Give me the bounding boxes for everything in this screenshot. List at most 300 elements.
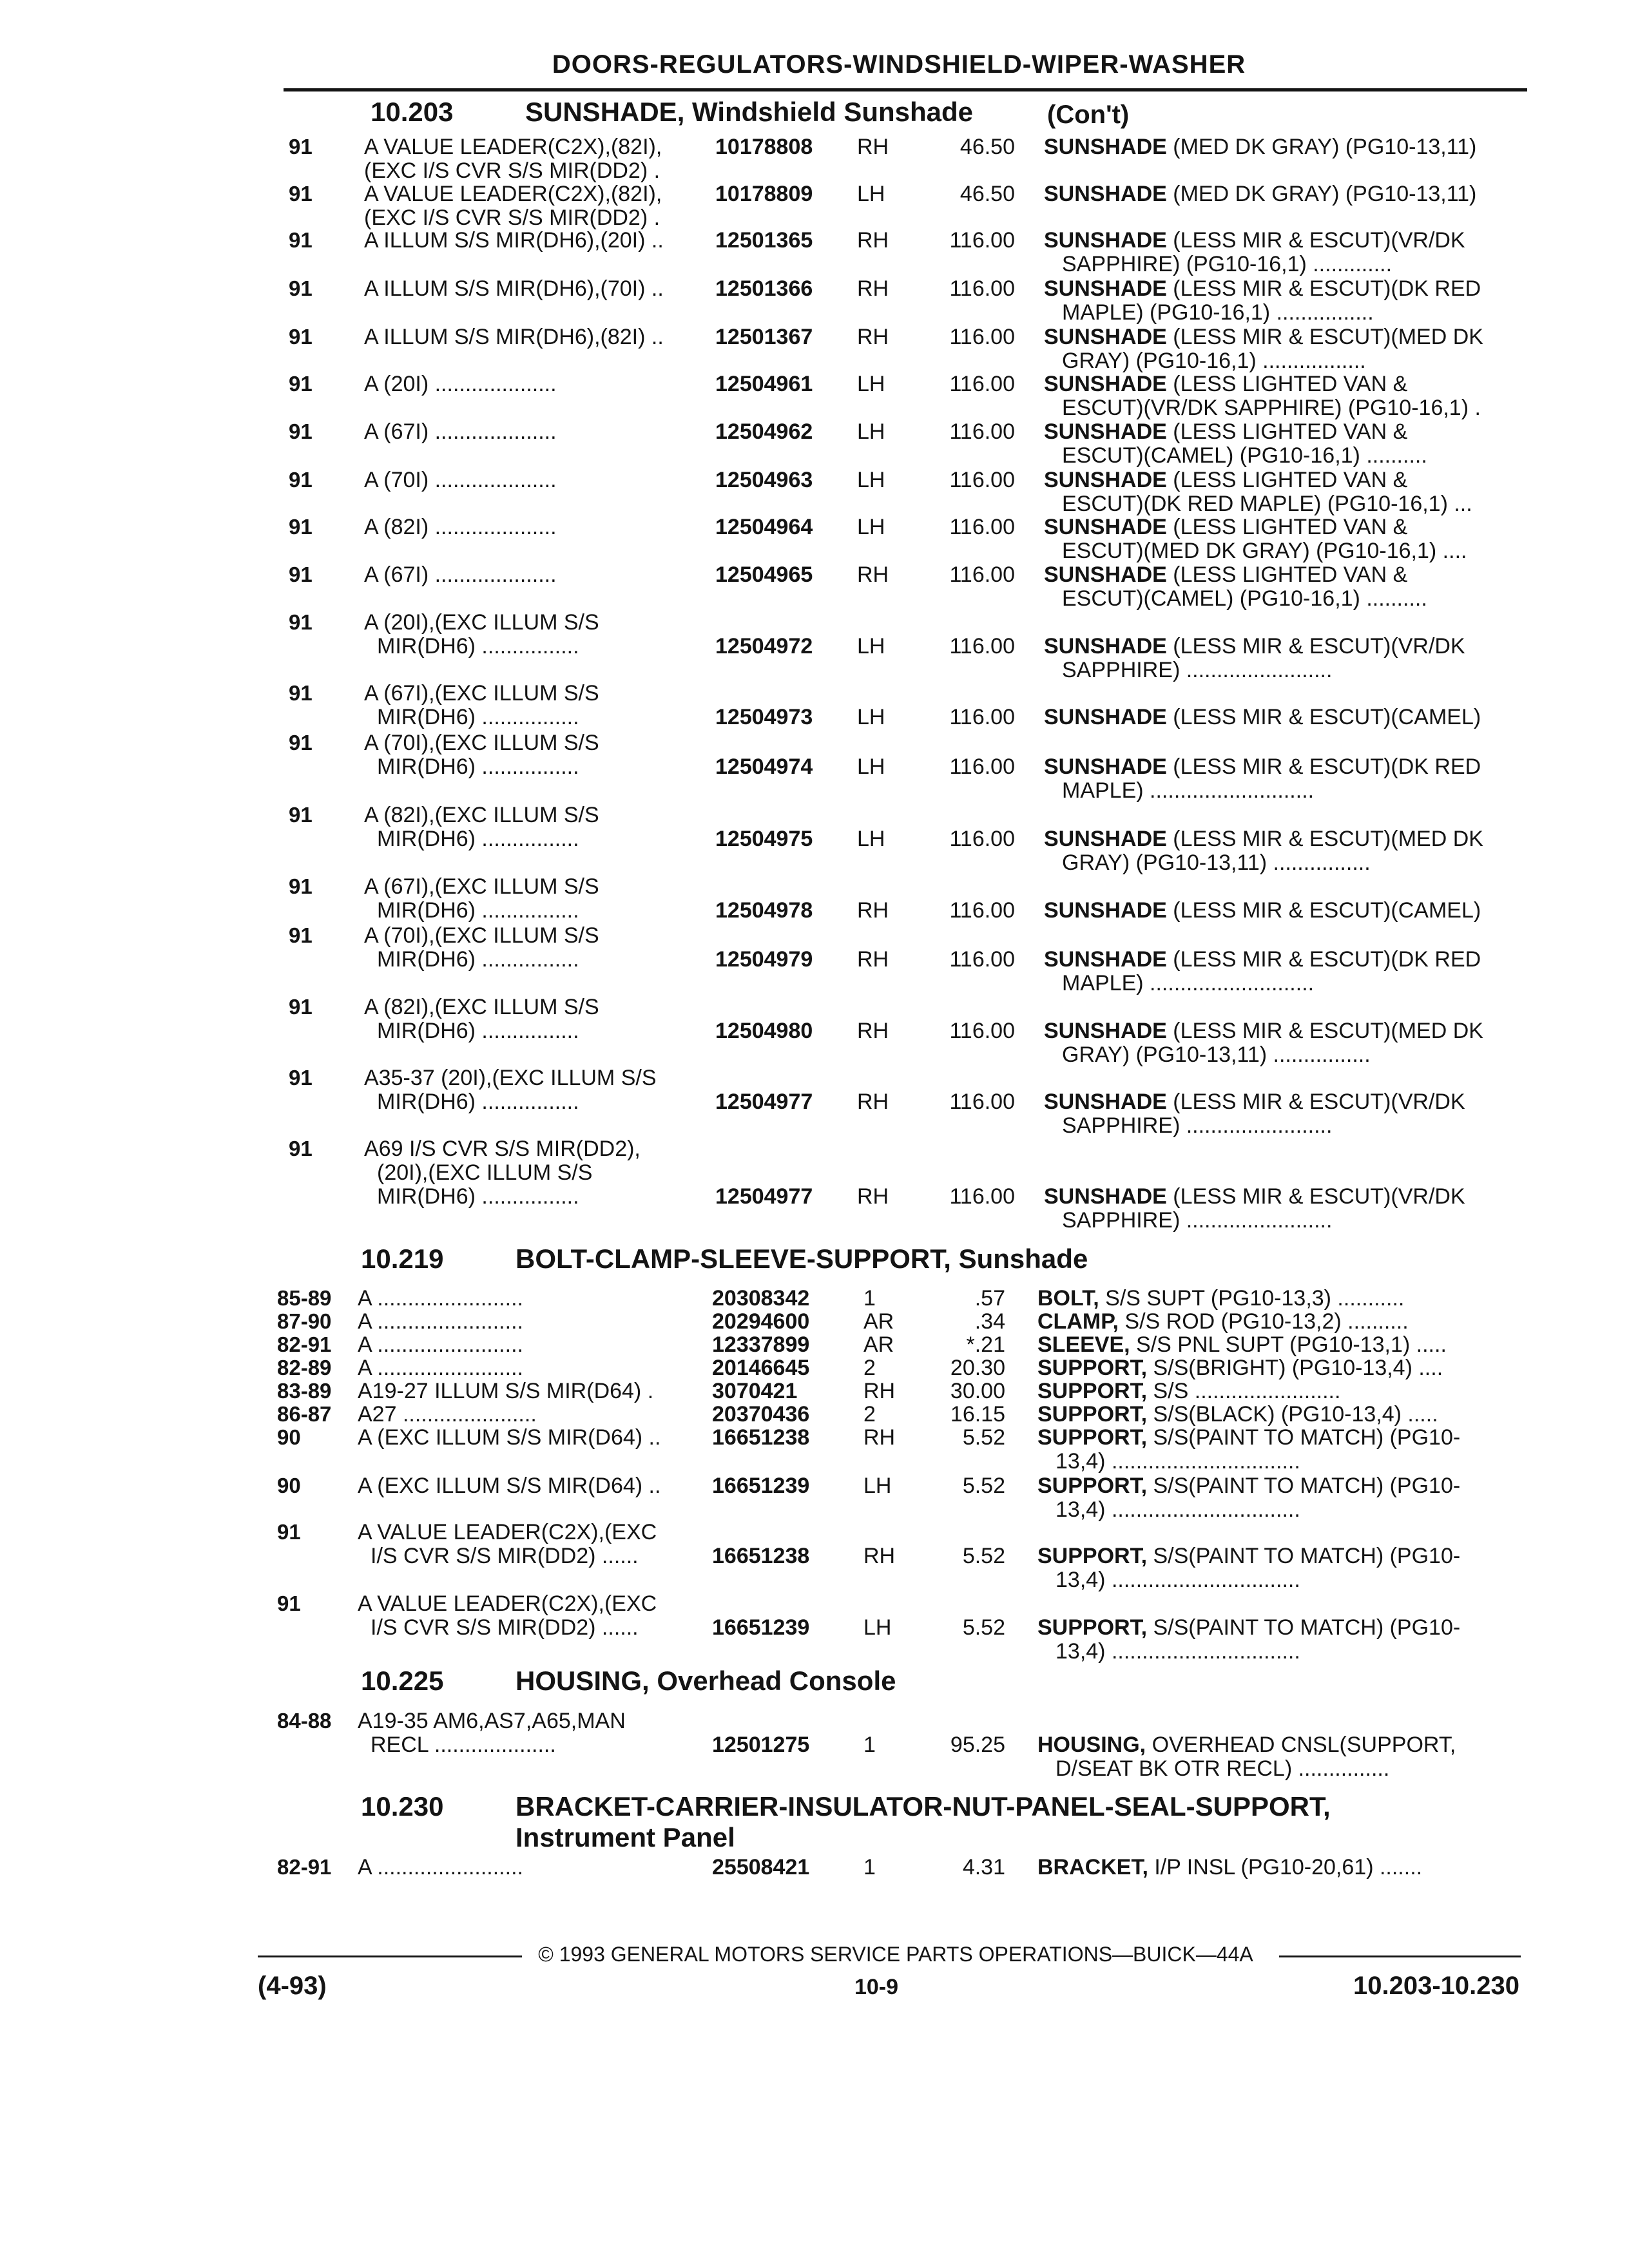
parts-row xyxy=(0,1856,1629,1933)
row-description-line: GRAY) (PG10-16,1) ................. xyxy=(1062,349,1366,372)
row-year: 91 xyxy=(289,562,313,586)
row-description-text: (LESS MIR & ESCUT)(MED DK xyxy=(1166,1019,1483,1043)
row-quantity: AR xyxy=(863,1309,894,1334)
row-price: 30.00 xyxy=(950,1379,1005,1403)
row-year: 91 xyxy=(289,135,313,159)
row-quantity: LH xyxy=(857,705,885,729)
row-model-line: MIR(DH6) ................ xyxy=(377,1090,579,1113)
section-number: 10.230 xyxy=(361,1791,444,1821)
row-description-text: (LESS MIR & ESCUT)(DK RED xyxy=(1166,755,1481,778)
row-part-number: 12337899 xyxy=(712,1332,810,1357)
parts-row xyxy=(0,1066,1629,1144)
row-description-keyword: SUNSHADE xyxy=(1044,948,1167,971)
row-model-line: A ILLUM S/S MIR(DH6),(82I) .. xyxy=(364,325,664,349)
section-subtitle: Overhead Console xyxy=(657,1666,896,1696)
row-quantity: RH xyxy=(857,947,889,972)
row-price: 116.00 xyxy=(949,947,1015,972)
row-description-keyword: SUNSHADE xyxy=(1044,1185,1167,1208)
row-quantity: LH xyxy=(857,468,885,492)
footer-date: (4-93) xyxy=(258,1972,327,2000)
row-model-line: A ........................ xyxy=(358,1356,523,1379)
section-title-main: HOUSING, xyxy=(516,1666,650,1696)
row-description-line xyxy=(1044,563,1521,586)
parts-row xyxy=(0,924,1629,1001)
row-quantity: RH xyxy=(863,1544,896,1568)
row-description-line xyxy=(1044,420,1521,443)
row-model-line: I/S CVR S/S MIR(DD2) ...... xyxy=(371,1544,639,1568)
row-part-number: 12504977 xyxy=(715,1090,813,1114)
row-description-text: S/S PNL SUPT (PG10-13,1) ..... xyxy=(1130,1333,1447,1356)
row-description-text: (LESS MIR & ESCUT)(VR/DK xyxy=(1166,635,1465,658)
row-model-line: A (67I) .................... xyxy=(364,563,557,586)
row-description-text: (LESS MIR & ESCUT)(MED DK xyxy=(1166,325,1483,349)
row-year: 91 xyxy=(289,515,313,539)
row-model-line: MIR(DH6) ................ xyxy=(377,1019,579,1043)
row-description-line xyxy=(1044,135,1521,159)
row-description-keyword: SUNSHADE xyxy=(1044,229,1167,252)
row-description-line: 13,4) ............................... xyxy=(1055,1450,1300,1473)
row-description-keyword: SUPPORT, xyxy=(1037,1379,1148,1403)
row-year: 91 xyxy=(277,1591,301,1615)
row-description-keyword: SUPPORT, xyxy=(1037,1474,1148,1497)
section-title xyxy=(516,1791,1331,1853)
row-description-line: ESCUT)(CAMEL) (PG10-16,1) .......... xyxy=(1062,444,1427,467)
row-price: 116.00 xyxy=(949,515,1015,539)
row-description-line xyxy=(1037,1287,1521,1310)
row-quantity: 2 xyxy=(863,1356,876,1380)
row-year: 86-87 xyxy=(277,1402,332,1426)
row-description-line xyxy=(1037,1356,1521,1379)
row-year: 91 xyxy=(289,995,313,1019)
row-description-line xyxy=(1044,899,1521,922)
row-description-line xyxy=(1044,325,1521,349)
row-model-line: A (70I),(EXC ILLUM S/S xyxy=(364,924,599,947)
row-description-keyword: SUNSHADE xyxy=(1044,468,1167,492)
row-description-text: (LESS MIR & ESCUT)(VR/DK xyxy=(1166,1090,1465,1113)
row-description-line: ESCUT)(VR/DK SAPPHIRE) (PG10-16,1) . xyxy=(1062,396,1481,419)
row-description-keyword: SLEEVE, xyxy=(1037,1333,1130,1356)
parts-row xyxy=(0,1137,1629,1232)
row-part-number: 12504974 xyxy=(715,754,813,779)
footer-copyright: © 1993 GENERAL MOTORS SERVICE PARTS OPERATIONS—BUICK—44A xyxy=(538,1943,1253,1966)
row-description-keyword: SUPPORT, xyxy=(1037,1403,1148,1426)
row-description-keyword: SUPPORT, xyxy=(1037,1544,1148,1568)
row-model-line: A ........................ xyxy=(358,1333,523,1356)
row-part-number: 12504975 xyxy=(715,827,813,851)
row-model-line: A (EXC ILLUM S/S MIR(D64) .. xyxy=(358,1426,661,1449)
row-description-text: S/S(PAINT TO MATCH) (PG10- xyxy=(1147,1426,1461,1449)
row-model-line: A ILLUM S/S MIR(DH6),(70I) .. xyxy=(364,277,664,300)
row-price: 116.00 xyxy=(949,1184,1015,1209)
parts-row xyxy=(0,731,1629,809)
row-quantity: LH xyxy=(857,827,885,851)
row-model-line: A (EXC ILLUM S/S MIR(D64) .. xyxy=(358,1474,661,1497)
row-year: 91 xyxy=(289,874,313,898)
row-model-line: A ........................ xyxy=(358,1310,523,1333)
row-description-line: SAPPHIRE) ........................ xyxy=(1062,1114,1333,1137)
row-quantity: RH xyxy=(857,276,889,301)
row-description-line xyxy=(1044,827,1521,850)
row-model-line: A (82I) .................... xyxy=(364,515,557,539)
row-quantity: LH xyxy=(857,754,885,779)
row-description-line: MAPLE) (PG10-16,1) ................ xyxy=(1062,301,1374,324)
row-part-number: 12504973 xyxy=(715,705,813,729)
parts-row xyxy=(0,1592,1629,1669)
row-description-line: GRAY) (PG10-13,11) ................ xyxy=(1062,851,1371,874)
row-year: 90 xyxy=(277,1425,301,1449)
row-price: 95.25 xyxy=(950,1733,1005,1757)
section-title-main: BRACKET-CARRIER-INSULATOR-NUT-PANEL-SEAL-SUPPORT, xyxy=(516,1791,1331,1821)
row-part-number: 12501365 xyxy=(715,228,813,253)
row-part-number: 12504961 xyxy=(715,372,813,396)
row-description-line xyxy=(1044,755,1521,778)
row-description-text: S/S(BLACK) (PG10-13,4) ..... xyxy=(1147,1403,1438,1426)
row-description-keyword: SUNSHADE xyxy=(1044,515,1167,539)
row-model-line: A69 I/S CVR S/S MIR(DD2), xyxy=(364,1137,641,1160)
row-model-line: A (67I),(EXC ILLUM S/S xyxy=(364,875,599,898)
row-model-line: MIR(DH6) ................ xyxy=(377,635,579,658)
section-title xyxy=(516,1244,1088,1274)
row-price: 16.15 xyxy=(950,1402,1005,1427)
row-quantity: RH xyxy=(857,135,889,159)
row-description-line xyxy=(1044,635,1521,658)
row-model-line: A VALUE LEADER(C2X),(EXC xyxy=(358,1592,657,1615)
footer-section-range: 10.203-10.230 xyxy=(1353,1972,1519,2000)
row-price: 4.31 xyxy=(962,1855,1005,1879)
row-part-number: 16651239 xyxy=(712,1474,810,1498)
row-description-keyword: SUNSHADE xyxy=(1044,135,1167,159)
row-model-line: A (82I),(EXC ILLUM S/S xyxy=(364,803,599,827)
parts-row xyxy=(0,1709,1629,1787)
row-description-line: MAPLE) ........................... xyxy=(1062,779,1315,802)
row-year: 82-89 xyxy=(277,1356,332,1379)
row-model-line: A19-27 ILLUM S/S MIR(D64) . xyxy=(358,1379,654,1403)
row-part-number: 20308342 xyxy=(712,1286,810,1311)
row-description-keyword: SUNSHADE xyxy=(1044,706,1167,729)
row-part-number: 20146645 xyxy=(712,1356,810,1380)
row-model-line: RECL .................... xyxy=(371,1733,556,1756)
row-price: 5.52 xyxy=(962,1474,1005,1498)
row-part-number: 16651238 xyxy=(712,1544,810,1568)
section-title-main: BOLT-CLAMP-SLEEVE-SUPPORT, xyxy=(516,1244,951,1274)
row-year: 91 xyxy=(289,228,313,252)
row-price: .57 xyxy=(974,1286,1005,1311)
row-model-line: A27 ...................... xyxy=(358,1403,537,1426)
row-description-keyword: SUNSHADE xyxy=(1044,325,1167,349)
row-year: 91 xyxy=(289,1137,313,1160)
row-year: 85-89 xyxy=(277,1286,332,1310)
row-description-text: S/S(BRIGHT) (PG10-13,4) .... xyxy=(1147,1356,1443,1379)
row-model-line: MIR(DH6) ................ xyxy=(377,706,579,729)
row-price: 116.00 xyxy=(949,634,1015,658)
row-quantity: RH xyxy=(857,228,889,253)
row-year: 91 xyxy=(289,803,313,827)
row-year: 91 xyxy=(289,681,313,705)
row-part-number: 12501367 xyxy=(715,325,813,349)
row-part-number: 12504962 xyxy=(715,419,813,444)
row-description-text: (LESS LIGHTED VAN & xyxy=(1166,515,1408,539)
row-year: 91 xyxy=(289,468,313,492)
row-part-number: 12504972 xyxy=(715,634,813,658)
row-price: 116.00 xyxy=(949,1090,1015,1114)
row-quantity: RH xyxy=(857,1019,889,1043)
row-model-line: A VALUE LEADER(C2X),(82I), xyxy=(364,135,662,159)
row-description-line xyxy=(1044,468,1521,492)
row-quantity: RH xyxy=(857,562,889,587)
row-year: 82-91 xyxy=(277,1855,332,1879)
row-quantity: 1 xyxy=(863,1286,876,1311)
row-model-line: MIR(DH6) ................ xyxy=(377,948,579,971)
row-description-keyword: SUNSHADE xyxy=(1044,372,1167,396)
row-year: 91 xyxy=(277,1520,301,1544)
row-model-line: A (82I),(EXC ILLUM S/S xyxy=(364,995,599,1019)
row-price: 46.50 xyxy=(959,135,1015,159)
row-part-number: 10178809 xyxy=(715,182,813,206)
row-price: 116.00 xyxy=(949,276,1015,301)
row-description-text: (LESS LIGHTED VAN & xyxy=(1166,563,1408,586)
row-price: .34 xyxy=(974,1309,1005,1334)
row-description-line: MAPLE) ........................... xyxy=(1062,972,1315,995)
section-title xyxy=(525,97,973,128)
row-model-line: A19-35 AM6,AS7,A65,MAN xyxy=(358,1709,626,1733)
section-subtitle: Instrument Panel xyxy=(516,1822,735,1852)
row-description-line: SAPPHIRE) ........................ xyxy=(1062,658,1333,682)
section-title xyxy=(516,1666,896,1696)
row-year: 84-88 xyxy=(277,1709,332,1733)
row-part-number: 12504965 xyxy=(715,562,813,587)
row-description-text: S/S(PAINT TO MATCH) (PG10- xyxy=(1147,1616,1461,1639)
row-description-line: ESCUT)(DK RED MAPLE) (PG10-16,1) ... xyxy=(1062,492,1472,515)
row-description-text: S/S(PAINT TO MATCH) (PG10- xyxy=(1147,1544,1461,1568)
row-quantity: LH xyxy=(863,1615,892,1640)
row-year: 91 xyxy=(289,923,313,947)
row-description-line xyxy=(1044,372,1521,396)
row-price: 116.00 xyxy=(949,468,1015,492)
row-price: 5.52 xyxy=(962,1425,1005,1450)
row-part-number: 12504980 xyxy=(715,1019,813,1043)
footer-rule-right xyxy=(1279,1956,1521,1957)
row-description-line xyxy=(1037,1403,1521,1426)
row-description-line: 13,4) ............................... xyxy=(1055,1640,1300,1663)
row-description-line: 13,4) ............................... xyxy=(1055,1498,1300,1521)
row-description-keyword: HOUSING, xyxy=(1037,1733,1146,1756)
row-year: 87-90 xyxy=(277,1309,332,1333)
row-description-text: (LESS MIR & ESCUT)(VR/DK xyxy=(1166,229,1465,252)
row-description-line xyxy=(1044,229,1521,252)
row-quantity: LH xyxy=(857,372,885,396)
row-model-line: A (20I) .................... xyxy=(364,372,557,396)
row-description-keyword: CLAMP, xyxy=(1037,1310,1119,1333)
row-quantity: AR xyxy=(863,1332,894,1357)
row-part-number: 25508421 xyxy=(712,1855,810,1879)
row-description-line: D/SEAT BK OTR RECL) ............... xyxy=(1055,1757,1390,1780)
row-model-line: A VALUE LEADER(C2X),(82I), xyxy=(364,182,662,206)
row-description-line: ESCUT)(CAMEL) (PG10-16,1) .......... xyxy=(1062,587,1427,610)
row-model-line: A ILLUM S/S MIR(DH6),(20I) .. xyxy=(364,229,664,252)
row-description-keyword: SUNSHADE xyxy=(1044,899,1167,922)
row-description-line xyxy=(1037,1333,1521,1356)
row-quantity: RH xyxy=(857,1090,889,1114)
row-description-line xyxy=(1037,1379,1521,1403)
row-price: 116.00 xyxy=(949,827,1015,851)
row-price: 116.00 xyxy=(949,325,1015,349)
row-quantity: LH xyxy=(857,182,885,206)
row-description-line xyxy=(1044,182,1521,206)
parts-row xyxy=(0,803,1629,881)
row-year: 83-89 xyxy=(277,1379,332,1403)
row-description-keyword: SUNSHADE xyxy=(1044,1019,1167,1043)
row-description-line: ESCUT)(MED DK GRAY) (PG10-16,1) .... xyxy=(1062,539,1467,562)
row-description-text: (LESS LIGHTED VAN & xyxy=(1166,420,1408,443)
row-price: 116.00 xyxy=(949,228,1015,253)
row-model-line: (EXC I/S CVR S/S MIR(DD2) . xyxy=(364,206,660,229)
row-quantity: RH xyxy=(857,325,889,349)
row-quantity: LH xyxy=(857,515,885,539)
row-quantity: RH xyxy=(863,1425,896,1450)
row-description-line xyxy=(1037,1474,1521,1497)
row-quantity: LH xyxy=(863,1474,892,1498)
parts-row xyxy=(0,1521,1629,1598)
row-price: 116.00 xyxy=(949,754,1015,779)
row-part-number: 12504979 xyxy=(715,947,813,972)
row-description-line xyxy=(1037,1544,1521,1568)
row-price: *.21 xyxy=(966,1332,1005,1357)
row-description-line: SAPPHIRE) (PG10-16,1) ............. xyxy=(1062,253,1393,276)
row-description-line xyxy=(1037,1733,1521,1756)
row-description-keyword: SUNSHADE xyxy=(1044,420,1167,443)
section-number: 10.225 xyxy=(361,1666,444,1696)
row-description-line xyxy=(1044,706,1521,729)
row-description-text: (LESS MIR & ESCUT)(VR/DK xyxy=(1166,1185,1465,1208)
footer-page-number: 10-9 xyxy=(854,1975,899,1999)
row-price: 116.00 xyxy=(949,705,1015,729)
row-description-keyword: SUNSHADE xyxy=(1044,827,1167,850)
row-part-number: 10178808 xyxy=(715,135,813,159)
row-description-text: (MED DK GRAY) (PG10-13,11) xyxy=(1166,182,1477,206)
row-model-line: A (67I) .................... xyxy=(364,420,557,443)
row-description-text: (LESS LIGHTED VAN & xyxy=(1166,372,1408,396)
row-description-line xyxy=(1044,948,1521,971)
parts-row xyxy=(0,611,1629,688)
row-model-line: (20I),(EXC ILLUM S/S xyxy=(377,1161,593,1184)
row-year: 91 xyxy=(289,1066,313,1090)
row-price: 116.00 xyxy=(949,1019,1015,1043)
row-quantity: LH xyxy=(857,419,885,444)
header-rule xyxy=(284,88,1527,91)
row-model-line: A35-37 (20I),(EXC ILLUM S/S xyxy=(364,1066,657,1090)
row-model-line: A ........................ xyxy=(358,1287,523,1310)
row-year: 91 xyxy=(289,372,313,396)
row-description-line xyxy=(1037,1856,1521,1879)
row-description-line xyxy=(1044,277,1521,300)
row-description-line xyxy=(1044,515,1521,539)
row-description-line: SAPPHIRE) ........................ xyxy=(1062,1209,1333,1232)
row-description-keyword: BRACKET, xyxy=(1037,1856,1148,1879)
row-description-keyword: SUNSHADE xyxy=(1044,755,1167,778)
row-description-keyword: SUNSHADE xyxy=(1044,635,1167,658)
row-description-text: S/S ROD (PG10-13,2) .......... xyxy=(1118,1310,1409,1333)
row-description-line: 13,4) ............................... xyxy=(1055,1568,1300,1591)
row-part-number: 12504977 xyxy=(715,1184,813,1209)
row-description-keyword: SUNSHADE xyxy=(1044,182,1167,206)
row-quantity: 1 xyxy=(863,1855,876,1879)
row-model-line: I/S CVR S/S MIR(DD2) ...... xyxy=(371,1616,639,1639)
row-model-line: A (67I),(EXC ILLUM S/S xyxy=(364,682,599,705)
row-description-keyword: SUNSHADE xyxy=(1044,1090,1167,1113)
row-part-number: 12504978 xyxy=(715,898,813,923)
row-model-line: MIR(DH6) ................ xyxy=(377,899,579,922)
row-description-line xyxy=(1037,1426,1521,1449)
row-description-text: (LESS MIR & ESCUT)(CAMEL) xyxy=(1166,706,1481,729)
row-model-line: A (70I),(EXC ILLUM S/S xyxy=(364,731,599,754)
row-part-number: 12501275 xyxy=(712,1733,810,1757)
row-model-line: A ........................ xyxy=(358,1856,523,1879)
row-part-number: 20294600 xyxy=(712,1309,810,1334)
row-description-text: (LESS MIR & ESCUT)(CAMEL) xyxy=(1166,899,1481,922)
row-description-line: GRAY) (PG10-13,11) ................ xyxy=(1062,1043,1371,1066)
row-quantity: LH xyxy=(857,634,885,658)
row-part-number: 16651239 xyxy=(712,1615,810,1640)
page-header-title: DOORS-REGULATORS-WINDSHIELD-WIPER-WASHER xyxy=(552,50,1246,79)
row-price: 20.30 xyxy=(950,1356,1005,1380)
row-description-text: (LESS MIR & ESCUT)(DK RED xyxy=(1166,277,1481,300)
row-quantity: 1 xyxy=(863,1733,876,1757)
row-model-line: MIR(DH6) ................ xyxy=(377,827,579,850)
row-description-text: S/S(PAINT TO MATCH) (PG10- xyxy=(1147,1474,1461,1497)
row-price: 46.50 xyxy=(959,182,1015,206)
row-model-line: (EXC I/S CVR S/S MIR(DD2) . xyxy=(364,159,660,182)
row-year: 91 xyxy=(289,276,313,300)
row-description-keyword: SUPPORT, xyxy=(1037,1426,1148,1449)
row-description-text: S/S ........................ xyxy=(1147,1379,1341,1403)
row-quantity: 2 xyxy=(863,1402,876,1427)
section-number: 10.203 xyxy=(371,97,454,127)
section-number: 10.219 xyxy=(361,1244,444,1274)
row-year: 91 xyxy=(289,182,313,206)
section-title-main: SUNSHADE, xyxy=(525,97,685,127)
row-price: 116.00 xyxy=(949,562,1015,587)
row-description-text: I/P INSL (PG10-20,61) ....... xyxy=(1148,1856,1423,1879)
row-price: 116.00 xyxy=(949,898,1015,923)
row-description-keyword: SUNSHADE xyxy=(1044,563,1167,586)
row-year: 91 xyxy=(289,731,313,754)
row-quantity: RH xyxy=(863,1379,896,1403)
row-description-text: OVERHEAD CNSL(SUPPORT, xyxy=(1146,1733,1456,1756)
row-year: 82-91 xyxy=(277,1332,332,1356)
row-price: 116.00 xyxy=(949,419,1015,444)
row-description-keyword: BOLT, xyxy=(1037,1287,1099,1310)
row-year: 91 xyxy=(289,610,313,634)
row-description-text: S/S SUPT (PG10-13,3) ........... xyxy=(1099,1287,1405,1310)
row-description-keyword: SUPPORT, xyxy=(1037,1616,1148,1639)
row-model-line: A (70I) .................... xyxy=(364,468,557,492)
row-description-keyword: SUNSHADE xyxy=(1044,277,1167,300)
row-part-number: 20370436 xyxy=(712,1402,810,1427)
row-description-line xyxy=(1044,1019,1521,1043)
row-quantity: RH xyxy=(857,898,889,923)
row-part-number: 16651238 xyxy=(712,1425,810,1450)
section-note: (Con't) xyxy=(1047,101,1130,129)
row-price: 116.00 xyxy=(949,372,1015,396)
row-description-text: (MED DK GRAY) (PG10-13,11) xyxy=(1166,135,1477,159)
row-quantity: RH xyxy=(857,1184,889,1209)
row-model-line: A (20I),(EXC ILLUM S/S xyxy=(364,611,599,634)
row-description-text: (LESS MIR & ESCUT)(DK RED xyxy=(1166,948,1481,971)
row-description-line xyxy=(1037,1310,1521,1333)
footer-rule-left xyxy=(258,1956,522,1957)
row-description-text: (LESS LIGHTED VAN & xyxy=(1166,468,1408,492)
row-price: 5.52 xyxy=(962,1615,1005,1640)
